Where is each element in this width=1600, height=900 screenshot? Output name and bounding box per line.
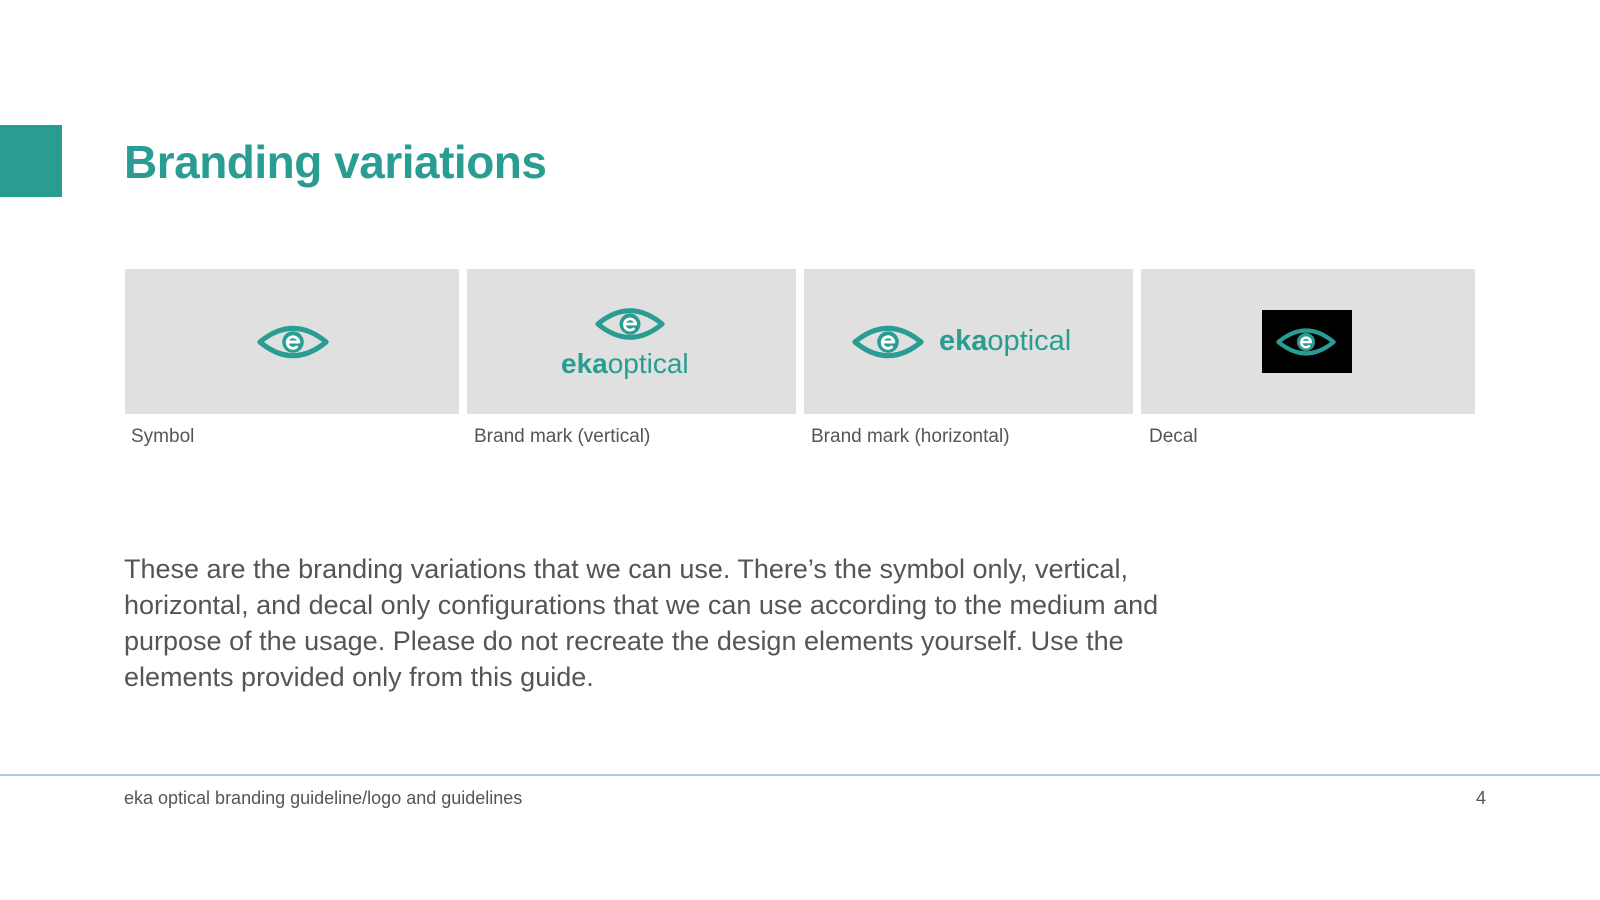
caption-decal: Decal [1149, 426, 1198, 447]
wordmark-horizontal [939, 324, 1071, 358]
eye-symbol-icon [595, 302, 665, 346]
eye-symbol-icon [1276, 323, 1336, 361]
accent-block [0, 125, 62, 197]
caption-symbol: Symbol [131, 426, 195, 447]
wordmark-bold: eka [561, 348, 608, 379]
footer-divider [0, 774, 1600, 776]
page-number: 4 [1475, 788, 1486, 808]
wordmark-light: optical [987, 325, 1072, 357]
wordmark-light: optical [607, 348, 689, 379]
eye-symbol-icon [852, 319, 924, 365]
footer-text: eka optical branding guideline/logo and guidelines [124, 788, 523, 808]
caption-vertical: Brand mark (vertical) [474, 426, 651, 447]
wordmark-bold: eka [939, 325, 988, 357]
page-title: Branding variations [124, 136, 547, 188]
caption-horizontal: Brand mark (horizontal) [811, 426, 1010, 447]
description-text: These are the branding variations that we can use. There’s the symbol only, vertical, horizontal, and decal only configurations that we can use according to the medium and purpose of the usage. Please do not recreate the design elements yourself. Use the elements provided only from this guide. [124, 554, 1159, 692]
wordmark-vertical [561, 347, 689, 381]
eye-symbol-icon [257, 319, 329, 365]
